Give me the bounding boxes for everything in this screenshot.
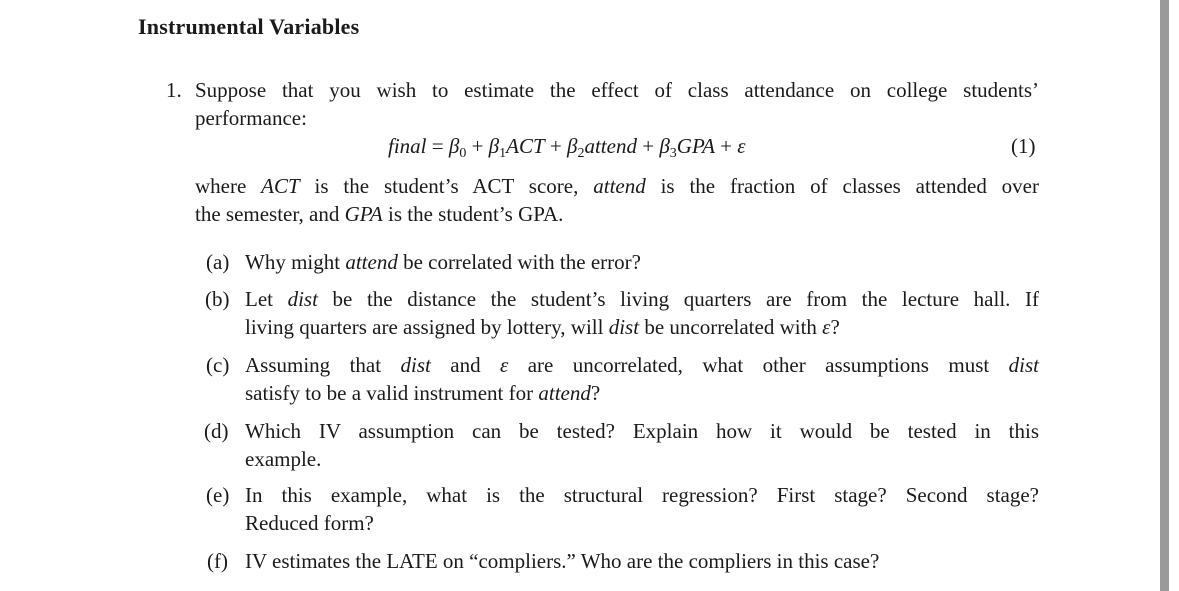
eq-var-attend: attend	[584, 134, 637, 158]
eq-lhs: final	[388, 134, 427, 158]
item-e-line-1: In this example, what is the structural regression? First stage? Second stage?	[245, 483, 1039, 507]
var-attend: attend	[345, 250, 398, 274]
item-text-span: ?	[830, 315, 840, 339]
item-text-span: are uncorrelated, what other assumptions must	[508, 353, 1009, 377]
item-text-span: be uncorrelated with	[639, 315, 823, 339]
item-f-line-1: IV estimates the LATE on “compliers.” Who are the compliers in this case?	[245, 549, 880, 573]
eq-plus1: +	[466, 134, 489, 158]
item-e-line-2: Reduced form?	[245, 511, 374, 535]
item-b-line-1	[245, 287, 1039, 312]
where-text: the semester, and	[195, 202, 345, 226]
question-number: 1.	[166, 78, 182, 102]
eq-plus3: +	[636, 134, 660, 158]
var-epsilon: ε	[822, 315, 831, 339]
item-b-line-2	[245, 315, 840, 340]
var-act: ACT	[261, 174, 300, 198]
eq-beta1: β	[488, 134, 500, 158]
section-title: Instrumental Variables	[138, 14, 360, 39]
eq-var-gpa: GPA	[676, 134, 715, 158]
item-text-span: Why might	[245, 250, 346, 274]
item-text-span: living quarters are assigned by lottery, will	[245, 315, 609, 339]
item-a-label: (a)	[206, 250, 230, 274]
regression-equation	[388, 134, 746, 162]
item-a-text	[245, 250, 641, 275]
eq-beta3: β	[659, 134, 670, 158]
item-text-span: be correlated with the error?	[397, 250, 641, 274]
where-text: where	[195, 174, 262, 198]
item-text-span: Assuming that	[245, 353, 401, 377]
eq-beta2-sub: 2	[577, 146, 585, 161]
var-attend: attend	[593, 174, 646, 198]
where-text: is the fraction of classes attended over	[645, 174, 1039, 198]
equation-number: (1)	[1011, 134, 1036, 158]
item-d-line-1: Which IV assumption can be tested? Explain how it would be tested in this	[245, 419, 1039, 443]
item-text-span: Let	[245, 287, 288, 311]
question-intro-line-1: Suppose that you wish to estimate the effect of class attendance on college students’	[195, 78, 1039, 102]
var-dist: dist	[400, 353, 431, 377]
eq-error: ε	[737, 134, 746, 158]
item-c-line-1	[245, 353, 1039, 378]
where-line-1	[195, 174, 1039, 199]
var-dist: dist	[287, 287, 318, 311]
item-text-span: and	[430, 353, 500, 377]
item-d-label: (d)	[204, 419, 229, 443]
item-e-label: (e)	[206, 483, 230, 507]
var-epsilon: ε	[500, 353, 509, 377]
eq-var-act: ACT	[506, 134, 545, 158]
var-dist: dist	[1008, 353, 1039, 377]
item-b-label: (b)	[205, 287, 230, 311]
item-f-label: (f)	[207, 549, 228, 573]
item-text-span: ?	[590, 381, 601, 405]
question-intro-line-2: performance:	[195, 106, 307, 130]
where-text: is the student’s ACT score,	[299, 174, 594, 198]
eq-beta2: β	[567, 134, 578, 158]
var-dist: dist	[608, 315, 640, 339]
where-line-2	[195, 202, 563, 227]
item-text-span: satisfy to be a valid instrument for	[245, 381, 539, 405]
var-gpa: GPA	[344, 202, 383, 226]
eq-plus2: +	[544, 134, 567, 158]
eq-beta3-sub: 3	[669, 146, 677, 161]
item-c-label: (c)	[206, 353, 230, 377]
eq-beta0: β	[448, 134, 460, 158]
item-c-line-2	[245, 381, 600, 406]
scrollbar[interactable]	[1160, 0, 1169, 591]
eq-beta0-sub: 0	[459, 146, 467, 161]
eq-plus4: +	[714, 134, 738, 158]
item-text-span: be the distance the student’s living quarters are from the lecture hall. If	[317, 287, 1039, 311]
var-attend: attend	[538, 381, 591, 405]
where-text: is the student’s GPA.	[382, 202, 564, 226]
eq-equals: =	[426, 134, 449, 158]
eq-beta1-sub: 1	[499, 146, 507, 161]
item-d-line-2: example.	[245, 447, 322, 471]
